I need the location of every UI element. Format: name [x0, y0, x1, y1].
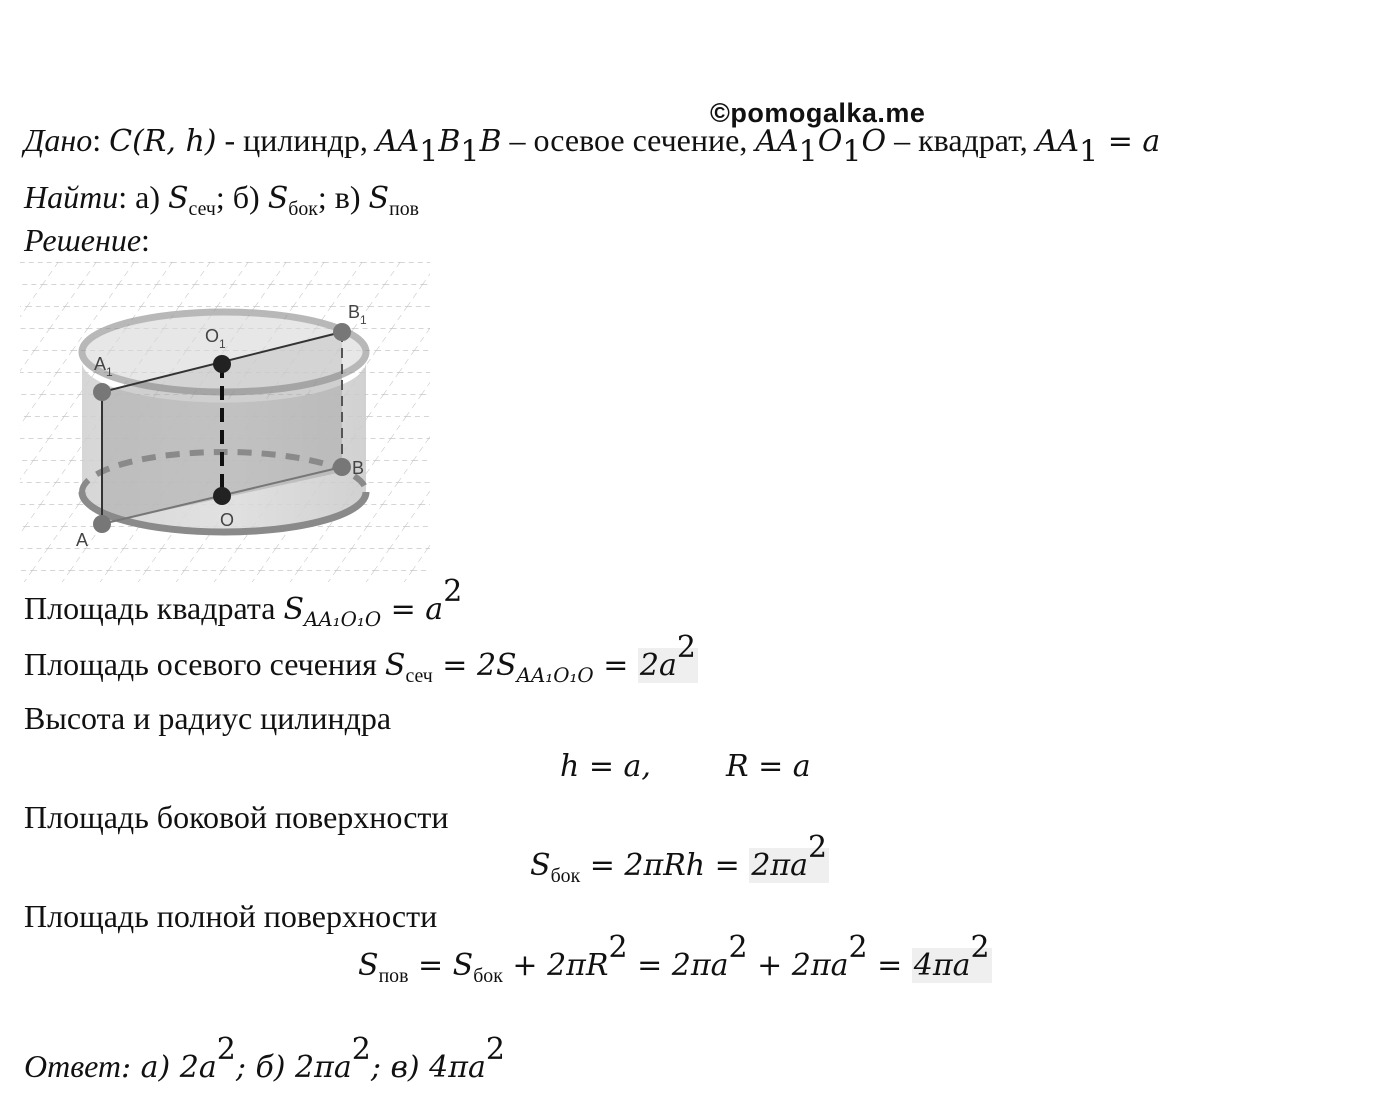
h-equation: h = a, [560, 749, 651, 784]
r-equation: R = a [726, 749, 811, 784]
point-a [93, 515, 111, 533]
solution-label: Решение [24, 222, 142, 258]
axial-area-result: $2a^2$ [639, 630, 696, 683]
given-label: Дано [24, 122, 93, 158]
find-label: Найти [24, 179, 119, 215]
axial-area-line: Площадь осевого сечения $S_{сеч} = 2S_{AA_1O_1O} = 2a^2$ [24, 630, 696, 687]
edge-equation: $AA_1 = a$ [1035, 124, 1161, 170]
cylinder-notation: C(R, h) [109, 124, 217, 159]
given-line: Дано: C(R, h) - цилиндр, $AA_1B_1B$ – осевое сечение, $AA_1O_1O$ – квадрат, $AA_1 = a$ [24, 122, 1161, 170]
label-o1: $O_1$ [205, 326, 226, 351]
solution-line: Решение: [24, 222, 150, 258]
axial-section-notation: $AA_1B_1B$ [375, 124, 502, 170]
height-radius-text: Высота и радиус цилиндра [24, 700, 392, 736]
label-a1: $A_1$ [94, 354, 113, 379]
answer-label: Ответ [24, 1048, 121, 1084]
label-b: B [352, 458, 365, 478]
point-b1 [333, 323, 351, 341]
label-a: A [76, 530, 89, 550]
answer-line: Ответ: а) $2a^2$; б) $2\pi a^2$; в) $4\pi a^2$ [24, 1032, 505, 1085]
lateral-formula: $S_{бок} = 2\pi Rh = 2\pi a^2$ [530, 830, 828, 887]
lateral-result: $2\pi a^2$ [751, 830, 828, 883]
label-o: O [220, 510, 235, 530]
square-area-line: Площадь квадрата $S_{AA_1O_1O} = a^2$ [24, 574, 463, 631]
watermark: ©pomogalka.me [710, 98, 926, 128]
point-a1 [93, 383, 111, 401]
point-b [333, 458, 351, 476]
total-result: $4\pi a^2$ [913, 930, 990, 983]
lateral-text: Площадь боковой поверхности [24, 799, 449, 835]
point-o1 [213, 355, 231, 373]
square-notation: $AA_1O_1O$ [755, 124, 887, 170]
top-base [82, 312, 366, 392]
label-b1: $B_1$ [348, 302, 367, 327]
cylinder-figure [20, 262, 430, 582]
point-o [213, 487, 231, 505]
total-text: Площадь полной поверхности [24, 898, 438, 934]
total-formula: $S_{пов} = S_{бок} + 2\pi R^2 = 2\pi a^2 + 2\pi a^2 = 4\pi a^2$ [358, 930, 990, 987]
find-line: Найти: а) $S_{сеч}$; б) $S_{бок}$; в) $S_{пов}$ [24, 179, 419, 220]
